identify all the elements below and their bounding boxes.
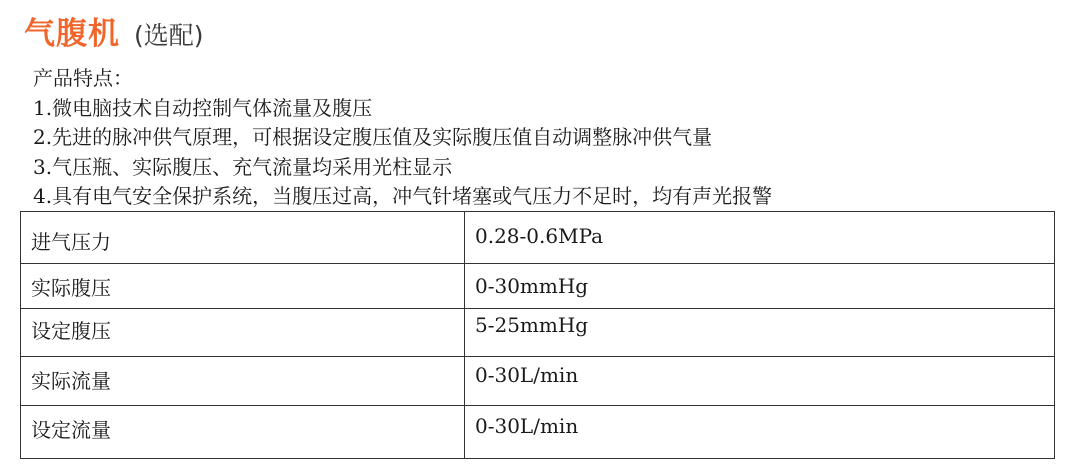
table-row (21, 406, 1055, 459)
feature-item: 4.具有电气安全保护系统，当腹压过高，冲气针堵塞或气压力不足时，均有声光报警 (33, 184, 773, 208)
spec-value: 0-30mmHg (465, 264, 1055, 309)
features-section (33, 64, 1063, 212)
feature-item: 1.微电脑技术自动控制气体流量及腹压 (33, 95, 373, 120)
page-title-row (24, 8, 204, 52)
spec-label: 设定流量 (21, 406, 465, 459)
spec-value: 0-30L/min (465, 406, 1055, 459)
feature-item: 2.先进的脉冲供气原理，可根据设定腹压值及实际腹压值自动调整脉冲供气量 (33, 125, 713, 149)
table-row (21, 357, 1055, 406)
spec-value: 0.28-0.6MPa (465, 212, 1055, 264)
page-subtitle: (选配) (134, 21, 204, 50)
spec-label: 实际流量 (21, 357, 465, 406)
spec-value: 5-25mmHg (465, 309, 1055, 357)
table-row (21, 309, 1055, 357)
page-title: 气腹机 (24, 16, 120, 52)
spec-table (20, 211, 1055, 459)
table-row (21, 264, 1055, 309)
feature-item: 3.气压瓶、实际腹压、充气流量均采用光柱显示 (33, 154, 453, 179)
features-heading: 产品特点： (33, 66, 133, 90)
spec-label: 进气压力 (21, 212, 465, 264)
spec-label: 设定腹压 (21, 309, 465, 357)
spec-label: 实际腹压 (21, 264, 465, 309)
table-row (21, 212, 1055, 264)
spec-value: 0-30L/min (465, 357, 1055, 406)
